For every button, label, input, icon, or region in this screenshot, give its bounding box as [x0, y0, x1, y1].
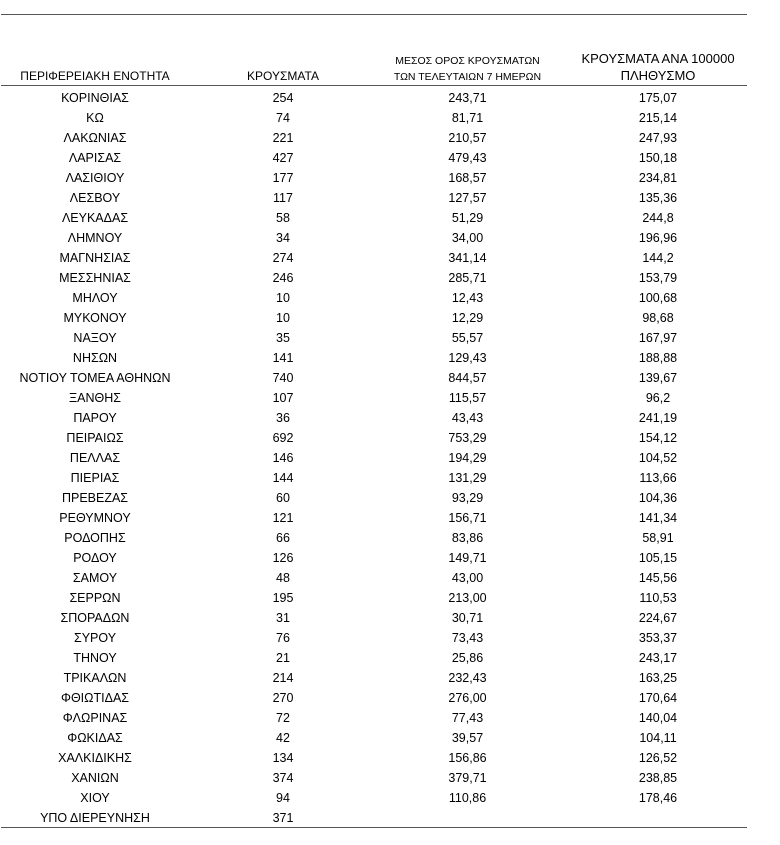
header-avg-7-days [365, 53, 570, 85]
cases-per-100k-cell: 163,25 [638, 671, 678, 685]
region-cell: ΛΑΚΩΝΙΑΣ [63, 131, 127, 145]
table-row [0, 348, 760, 368]
cases-per-100k-cell: 104,11 [639, 731, 677, 745]
table-row [0, 208, 760, 228]
table-row [0, 588, 760, 608]
avg-7-days-cell: 243,71 [448, 91, 487, 105]
header-cases: ΚΡΟΥΣΜΑΤΑ [247, 69, 319, 83]
avg-7-days-cell: 276,00 [448, 691, 487, 705]
cases-cell: 107 [272, 391, 294, 405]
region-cell: ΣΥΡΟΥ [73, 631, 117, 645]
header-per100k-line-1: ΚΡΟΥΣΜΑΤΑ ΑΝΑ 100000 [581, 51, 735, 66]
table-row [0, 808, 760, 828]
table-row [0, 528, 760, 548]
avg-7-days-cell: 55,57 [451, 331, 484, 345]
cases-cell: 121 [272, 511, 294, 525]
cases-per-100k-cell: 196,96 [638, 231, 678, 245]
cases-per-100k-cell: 243,17 [638, 651, 678, 665]
cases-cell: 66 [276, 531, 290, 545]
header-region: ΠΕΡΙΦΕΡΕΙΑΚΗ ΕΝΟΤΗΤΑ [20, 69, 170, 83]
avg-7-days-cell: 232,43 [448, 671, 487, 685]
table-row [0, 748, 760, 768]
header-avg-line-1: ΜΕΣΟΣ ΟΡΟΣ ΚΡΟΥΣΜΑΤΩΝ [395, 55, 540, 67]
table-row [0, 388, 760, 408]
region-cell: ΚΩ [86, 111, 104, 125]
table-row [0, 128, 760, 148]
cases-per-100k-cell: 58,91 [642, 531, 674, 545]
cases-cell: 195 [272, 591, 294, 605]
table-row [0, 488, 760, 508]
cases-cell: 274 [272, 251, 294, 265]
cases-cell: 141 [272, 351, 294, 365]
cases-per-100k-cell: 140,04 [638, 711, 678, 725]
cases-cell: 177 [272, 171, 294, 185]
region-cell: ΥΠΟ ΔΙΕΡΕΥΝΗΣΗ [40, 811, 150, 825]
region-cell: ΜΗΛΟΥ [72, 291, 118, 305]
cases-cell: 254 [272, 91, 294, 105]
table-row [0, 688, 760, 708]
region-cell: ΝΟΤΙΟΥ ΤΟΜΕΑ ΑΘΗΝΩΝ [19, 371, 171, 385]
avg-7-days-cell: 83,86 [451, 531, 484, 545]
avg-7-days-cell: 34,00 [451, 231, 484, 245]
avg-7-days-cell: 285,71 [448, 271, 487, 285]
region-cell: ΦΘΙΩΤΙΔΑΣ [60, 691, 130, 705]
table-row [0, 548, 760, 568]
table-row [0, 368, 760, 388]
avg-7-days-cell: 77,43 [451, 711, 484, 725]
avg-7-days-cell: 149,71 [448, 551, 487, 565]
cases-cell: 36 [276, 411, 290, 425]
cases-per-100k-cell: 154,12 [638, 431, 678, 445]
region-cell: ΜΑΓΝΗΣΙΑΣ [59, 251, 131, 265]
cases-cell: 270 [272, 691, 294, 705]
avg-7-days-cell: 168,57 [448, 171, 487, 185]
cases-cell: 60 [276, 491, 290, 505]
cases-cell: 31 [276, 611, 290, 625]
region-cell: ΝΗΣΩΝ [72, 351, 118, 365]
table-top-rule [1, 14, 747, 15]
region-cell: ΛΗΜΝΟΥ [67, 231, 123, 245]
cases-cell: 146 [272, 451, 294, 465]
table-row [0, 148, 760, 168]
avg-7-days-cell: 156,86 [448, 751, 487, 765]
cases-cell: 134 [272, 751, 294, 765]
cases-per-100k-cell: 170,64 [638, 691, 678, 705]
region-cell: ΡΟΔΟΥ [73, 551, 117, 565]
cases-cell: 126 [272, 551, 294, 565]
table-row [0, 508, 760, 528]
table-row [0, 608, 760, 628]
region-cell: ΛΕΣΒΟΥ [69, 191, 121, 205]
cases-per-100k-cell: 105,15 [638, 551, 678, 565]
cases-cell: 48 [276, 571, 290, 585]
region-cell: ΜΕΣΣΗΝΙΑΣ [59, 271, 131, 285]
cases-per-100k-cell: 167,97 [638, 331, 678, 345]
region-cell: ΛΕΥΚΑΔΑΣ [61, 211, 129, 225]
avg-7-days-cell: 131,29 [448, 471, 487, 485]
cases-per-100k-cell: 244,8 [642, 211, 674, 225]
table-row [0, 568, 760, 588]
cases-per-100k-cell: 96,2 [645, 391, 671, 405]
table-row [0, 668, 760, 688]
table-bottom-rule [1, 827, 747, 828]
region-cell: ΧΑΛΚΙΔΙΚΗΣ [58, 751, 132, 765]
cases-per-100k-cell: 126,52 [638, 751, 678, 765]
region-cell: ΠΕΙΡΑΙΩΣ [66, 431, 124, 445]
cases-cell: 72 [276, 711, 290, 725]
cases-cell: 692 [272, 431, 294, 445]
avg-7-days-cell: 30,71 [451, 611, 484, 625]
region-cell: ΚΟΡΙΝΘΙΑΣ [61, 91, 129, 105]
table-row [0, 268, 760, 288]
region-cell: ΞΑΝΘΗΣ [69, 391, 121, 405]
cases-cell: 246 [272, 271, 294, 285]
cases-per-100k-cell: 353,37 [638, 631, 678, 645]
cases-per-100k-cell: 178,46 [638, 791, 678, 805]
region-cell: ΡΕΘΥΜΝΟΥ [59, 511, 131, 525]
avg-7-days-cell: 43,00 [451, 571, 484, 585]
table-row [0, 448, 760, 468]
cases-per-100k-cell: 241,19 [638, 411, 678, 425]
header-cases-per-100k [563, 50, 753, 84]
cases-per-100k-cell: 135,36 [638, 191, 678, 205]
region-cell: ΠΕΛΛΑΣ [69, 451, 121, 465]
cases-per-100k-cell: 238,85 [638, 771, 678, 785]
region-cell: ΣΑΜΟΥ [72, 571, 118, 585]
avg-7-days-cell: 210,57 [448, 131, 487, 145]
avg-7-days-cell: 213,00 [448, 591, 487, 605]
cases-per-100k-cell: 153,79 [638, 271, 678, 285]
table-row [0, 108, 760, 128]
cases-cell: 21 [276, 651, 290, 665]
table-row [0, 708, 760, 728]
cases-per-100k-cell: 188,88 [638, 351, 678, 365]
table-row [0, 188, 760, 208]
cases-per-100k-cell: 215,14 [638, 111, 678, 125]
header-avg-line-2: ΤΩΝ ΤΕΛΕΥΤΑΙΩΝ 7 ΗΜΕΡΩΝ [393, 71, 542, 83]
region-cell: ΜΥΚΟΝΟΥ [63, 311, 127, 325]
table-row [0, 408, 760, 428]
cases-cell: 371 [272, 811, 294, 825]
region-cell: ΧΙΟΥ [80, 791, 110, 805]
cases-per-100k-cell: 144,2 [642, 251, 674, 265]
table-row [0, 168, 760, 188]
avg-7-days-cell: 93,29 [451, 491, 484, 505]
cases-per-100k-cell: 150,18 [638, 151, 678, 165]
avg-7-days-cell: 129,43 [448, 351, 487, 365]
region-cell: ΛΑΡΙΣΑΣ [68, 151, 122, 165]
cases-cell: 42 [276, 731, 290, 745]
region-cell: ΦΩΚΙΔΑΣ [67, 731, 123, 745]
table-row [0, 248, 760, 268]
cases-cell: 117 [273, 191, 293, 205]
table-row [0, 728, 760, 748]
avg-7-days-cell: 194,29 [448, 451, 487, 465]
avg-7-days-cell: 51,29 [451, 211, 484, 225]
cases-per-100k-cell: 98,68 [642, 311, 674, 325]
avg-7-days-cell: 73,43 [451, 631, 484, 645]
avg-7-days-cell: 379,71 [448, 771, 487, 785]
cases-cell: 94 [276, 791, 290, 805]
table-row [0, 308, 760, 328]
cases-cell: 76 [276, 631, 290, 645]
avg-7-days-cell: 341,14 [448, 251, 487, 265]
avg-7-days-cell: 110,86 [448, 791, 487, 805]
table-row [0, 468, 760, 488]
cases-per-100k-cell: 100,68 [638, 291, 678, 305]
cases-per-100k-cell: 113,66 [639, 471, 677, 485]
table-row [0, 628, 760, 648]
avg-7-days-cell: 156,71 [448, 511, 487, 525]
table-row [0, 768, 760, 788]
avg-7-days-cell: 753,29 [448, 431, 487, 445]
avg-7-days-cell: 844,57 [448, 371, 487, 385]
cases-cell: 35 [276, 331, 290, 345]
table-row [0, 288, 760, 308]
cases-cell: 74 [276, 111, 290, 125]
avg-7-days-cell: 12,29 [451, 311, 484, 325]
avg-7-days-cell: 127,57 [448, 191, 487, 205]
cases-cell: 740 [272, 371, 294, 385]
table-row [0, 788, 760, 808]
cases-cell: 214 [272, 671, 294, 685]
cases-cell: 34 [276, 231, 290, 245]
cases-per-100k-cell: 139,67 [638, 371, 678, 385]
avg-7-days-cell: 479,43 [448, 151, 487, 165]
table-row [0, 88, 760, 108]
cases-per-100k-cell: 145,56 [638, 571, 678, 585]
region-cell: ΤΡΙΚΑΛΩΝ [63, 671, 127, 685]
table-row [0, 328, 760, 348]
region-cell: ΦΛΩΡΙΝΑΣ [62, 711, 128, 725]
cases-per-100k-cell: 104,36 [638, 491, 678, 505]
table-row [0, 228, 760, 248]
region-cell: ΤΗΝΟΥ [73, 651, 117, 665]
table-row [0, 648, 760, 668]
region-cell: ΠΙΕΡΙΑΣ [70, 471, 120, 485]
cases-per-100k-cell: 141,34 [638, 511, 678, 525]
avg-7-days-cell: 81,71 [451, 111, 484, 125]
table-header-rule [1, 85, 747, 86]
region-cell: ΣΠΟΡΑΔΩΝ [60, 611, 130, 625]
cases-per-100k-cell: 110,53 [639, 591, 677, 605]
cases-per-100k-cell: 234,81 [638, 171, 678, 185]
avg-7-days-cell: 43,43 [451, 411, 484, 425]
cases-cell: 374 [272, 771, 294, 785]
region-cell: ΠΑΡΟΥ [73, 411, 117, 425]
region-cell: ΣΕΡΡΩΝ [69, 591, 121, 605]
avg-7-days-cell: 12,43 [451, 291, 484, 305]
cases-cell: 58 [276, 211, 290, 225]
table-body [0, 88, 760, 828]
cases-per-100k-cell: 224,67 [638, 611, 678, 625]
cases-cell: 144 [272, 471, 294, 485]
region-cell: ΡΟΔΟΠΗΣ [64, 531, 126, 545]
cases-per-100k-cell: 104,52 [638, 451, 678, 465]
avg-7-days-cell: 25,86 [451, 651, 484, 665]
region-cell: ΝΑΞΟΥ [73, 331, 117, 345]
avg-7-days-cell: 115,57 [448, 391, 487, 405]
region-cell: ΧΑΝΙΩΝ [71, 771, 119, 785]
cases-cell: 10 [276, 311, 290, 325]
cases-cell: 221 [272, 131, 294, 145]
cases-cell: 427 [272, 151, 294, 165]
cases-per-100k-cell: 247,93 [638, 131, 678, 145]
cases-cell: 10 [276, 291, 290, 305]
table-row [0, 428, 760, 448]
cases-per-100k-cell: 175,07 [638, 91, 678, 105]
header-per100k-line-2: ΠΛΗΘΥΣΜΟ [620, 68, 696, 83]
region-cell: ΠΡΕΒΕΖΑΣ [61, 491, 129, 505]
region-cell: ΛΑΣΙΘΙΟΥ [65, 171, 125, 185]
avg-7-days-cell: 39,57 [451, 731, 484, 745]
